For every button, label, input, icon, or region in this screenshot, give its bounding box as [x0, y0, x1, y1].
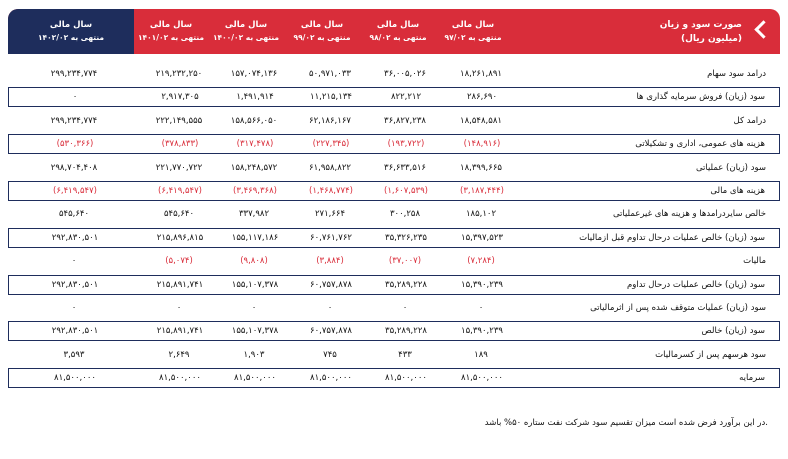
table-row	[8, 181, 780, 201]
table-row	[8, 64, 780, 84]
table-row	[8, 321, 780, 341]
cell-value: (۹,۸۰۸)	[240, 256, 268, 267]
cell-value: ۱۵,۳۹۰,۲۳۹	[461, 279, 503, 290]
cell-value: ۳۰۰,۲۵۸	[389, 209, 421, 220]
cell-value: ۰	[71, 256, 77, 267]
column-header-1400	[208, 9, 284, 54]
column-period-label: منتهی به ۱۴۰۱/۰۲	[137, 33, 205, 42]
column-period-label: منتهی به ۹۹/۰۲	[293, 33, 351, 42]
cell-value: (۳,۴۶۹,۳۶۸)	[233, 186, 277, 196]
cell-value: ۸۱,۵۰۰,۰۰۰	[159, 373, 201, 384]
cell-value: ۶۰,۷۵۷,۸۷۸	[310, 279, 352, 290]
income-statement-table	[8, 9, 780, 54]
cell-value: (۳۷,۰۰۷)	[388, 256, 422, 267]
cell-value: ۱۵۷,۰۷۴,۱۳۶	[230, 69, 278, 79]
cell-value: ۶۰,۷۶۱,۷۶۲	[310, 232, 352, 243]
row-label: سود (زیان) عملیات متوقف شده پس از اثرمالیاتی	[590, 303, 766, 313]
table-header	[8, 9, 780, 54]
cell-value: ۱۸,۲۶۱,۸۹۱	[460, 69, 502, 79]
cell-value: ۱,۹۰۳	[243, 349, 265, 360]
cell-value: ۱۸۹	[474, 349, 488, 360]
table-row	[8, 345, 780, 365]
cell-value: ۱۸,۵۴۸,۵۸۱	[460, 115, 502, 126]
table-row	[8, 158, 780, 178]
cell-value: (۳۱۷,۴۷۸)	[236, 139, 274, 150]
cell-value: ۱۵۸,۲۴۸,۵۷۲	[230, 162, 278, 173]
cell-value: ۲۹۸,۷۰۴,۴۰۸	[50, 162, 98, 173]
column-period-label: منتهی به ۹۸/۰۲	[369, 33, 427, 42]
cell-value: ۲۱۹,۲۳۲,۲۵۰	[155, 69, 203, 79]
statement-title	[660, 9, 742, 54]
column-header-1397	[436, 9, 510, 54]
cell-value: ۲۹۲,۸۳۰,۵۰۱	[51, 279, 99, 290]
row-label: مالیات	[743, 256, 766, 267]
table-row	[8, 275, 780, 295]
row-label: سود (زیان) فروش سرمایه گذاری ها	[636, 92, 765, 103]
column-year-label: سال مالی	[149, 20, 193, 30]
cell-value: (۳,۸۸۴)	[316, 256, 344, 267]
cell-value: ۳۶,۰۰۵,۰۲۶	[384, 69, 426, 79]
cell-value: (۵۳۰,۳۶۶)	[56, 139, 94, 150]
cell-value: ۰	[251, 303, 257, 313]
chevron-right-icon	[754, 20, 772, 38]
cell-value: ۲۹۹,۲۳۴,۷۷۴	[50, 69, 98, 79]
cell-value: ۶۱,۹۵۸,۸۲۲	[309, 162, 351, 173]
cell-value: ۱۵۸,۵۶۶,۰۵۰	[230, 115, 278, 126]
cell-value: ۲۲۲,۱۴۹,۵۵۵	[155, 115, 203, 126]
table-row	[8, 87, 780, 107]
table-row	[8, 368, 780, 388]
column-year-label: سال مالی	[376, 20, 420, 30]
cell-value: ۸۱,۵۰۰,۰۰۰	[54, 373, 96, 384]
cell-value: ۲۲۱,۷۷۰,۷۲۲	[155, 162, 203, 173]
row-label: سود (زیان) عملیاتی	[695, 162, 766, 173]
cell-value: ۴۳۳	[398, 349, 412, 360]
cell-value: ۲,۶۴۹	[168, 349, 190, 360]
cell-value: ۰	[71, 303, 77, 313]
cell-value: ۵۴۵,۶۴۰	[163, 209, 195, 220]
column-header-1402	[8, 9, 134, 54]
cell-value: ۷۴۵	[323, 349, 337, 360]
cell-value: ۲۱۵,۸۹۶,۸۱۵	[156, 232, 204, 243]
cell-value: (۲۲۷,۳۴۵)	[312, 139, 350, 150]
statement-title-main: صورت سود و زیان	[659, 19, 742, 30]
cell-value: (۵,۰۷۴)	[165, 256, 193, 267]
row-label: سود هرسهم پس از کسرمالیات	[655, 349, 766, 360]
cell-value: ۰	[478, 303, 484, 313]
cell-value: ۱۸۵,۱۰۲	[465, 209, 497, 220]
cell-value: (۱۹۳,۷۲۲)	[387, 139, 425, 150]
cell-value: (۳۷۸,۸۳۳)	[161, 139, 199, 150]
cell-value: (۷,۲۸۴)	[467, 256, 495, 267]
cell-value: ۱۱,۲۱۵,۱۳۴	[310, 92, 352, 103]
cell-value: ۲۷۱,۶۶۴	[314, 209, 346, 220]
cell-value: ۳۵,۲۸۹,۲۲۸	[385, 279, 427, 290]
row-label: درامد کل	[733, 115, 766, 126]
cell-value: ۰	[402, 303, 408, 313]
column-year-label: سال مالی	[49, 20, 93, 30]
row-label: سود (زیان) خالص عملیات درحال تداوم قبل ازمالیات	[579, 232, 765, 243]
cell-value: ۵۰,۹۷۱,۰۳۳	[309, 69, 351, 79]
row-label: سرمایه	[739, 373, 765, 384]
column-period-label: منتهی به ۹۷/۰۲	[444, 33, 502, 42]
cell-value: ۳۵,۲۸۹,۲۲۸	[385, 326, 427, 337]
cell-value: ۳۶,۸۲۷,۲۳۸	[384, 115, 426, 126]
cell-value: ۸۱,۵۰۰,۰۰۰	[234, 373, 276, 384]
table-row	[8, 204, 780, 224]
row-label: هزینه های عمومی، اداری و تشکیلاتی	[635, 139, 765, 150]
cell-value: ۵۴۵,۶۴۰	[58, 209, 90, 220]
cell-value: ۲,۹۱۷,۳۰۵	[161, 92, 199, 103]
cell-value: ۲۹۲,۸۳۰,۵۰۱	[51, 326, 99, 337]
column-header-1398	[360, 9, 436, 54]
statement-title-unit: (میلیون ریال)	[680, 33, 742, 44]
cell-value: ۸۱,۵۰۰,۰۰۰	[461, 373, 503, 384]
cell-value: ۲۱۵,۸۹۱,۷۴۱	[156, 279, 204, 290]
column-year-label: سال مالی	[451, 20, 495, 30]
cell-value: ۳,۵۹۳	[63, 349, 85, 360]
cell-value: (۶,۴۱۹,۵۴۷)	[53, 186, 97, 196]
cell-value: ۱۵۵,۱۰۷,۳۷۸	[231, 279, 279, 290]
cell-value: ۰	[327, 303, 333, 313]
cell-value: (۱۴۸,۹۱۶)	[463, 139, 501, 150]
row-label: سود (زیان) خالص	[701, 326, 765, 337]
cell-value: ۶۲,۱۸۶,۱۶۷	[309, 115, 351, 126]
table-row	[8, 134, 780, 154]
table-row	[8, 111, 780, 131]
cell-value: ۳۵,۳۲۶,۲۳۵	[385, 232, 427, 243]
cell-value: ۲۹۹,۲۳۴,۷۷۴	[50, 115, 98, 126]
cell-value: ۰	[176, 303, 182, 313]
cell-value: ۸۱,۵۰۰,۰۰۰	[385, 373, 427, 384]
cell-value: ۲۸۶,۶۹۰	[466, 92, 498, 103]
cell-value: ۳۳۷,۹۸۲	[238, 209, 270, 220]
cell-value: ۱۵,۳۹۷,۵۲۳	[461, 232, 503, 243]
cell-value: ۱۸,۳۹۹,۶۶۵	[460, 162, 502, 173]
column-period-label: منتهی به ۱۴۰۰/۰۲	[212, 33, 280, 42]
row-label: هزینه های مالی	[710, 186, 765, 196]
cell-value: ۲۱۵,۸۹۱,۷۴۱	[156, 326, 204, 337]
column-header-1399	[284, 9, 360, 54]
cell-value: (۱,۶۰۷,۵۳۹)	[384, 186, 428, 196]
cell-value: ۳۶,۶۳۳,۵۱۶	[384, 162, 426, 173]
cell-value: ۱۵۵,۱۱۷,۱۸۶	[231, 232, 279, 243]
column-period-label: منتهی به ۱۴۰۲/۰۲	[37, 33, 105, 42]
column-year-label: سال مالی	[300, 20, 344, 30]
row-label: سود (زیان) خالص عملیات درحال تداوم	[626, 279, 765, 290]
table-row	[8, 228, 780, 248]
column-header-1401	[134, 9, 208, 54]
cell-value: (۱,۴۶۸,۷۷۴)	[309, 186, 353, 196]
cell-value: ۲۹۲,۸۳۰,۵۰۱	[51, 232, 99, 243]
row-label: خالص سایردرامدها و هزینه های غیرعملیاتی	[612, 209, 766, 220]
cell-value: ۸۲۲,۲۱۲	[390, 92, 422, 103]
cell-value: ۶۰,۷۵۷,۸۷۸	[310, 326, 352, 337]
row-label: درامد سود سهام	[707, 69, 766, 79]
table-row	[8, 298, 780, 318]
cell-value: ۱,۴۹۱,۹۱۴	[236, 92, 274, 103]
cell-value: ۱۵۵,۱۰۷,۳۷۸	[231, 326, 279, 337]
footnote: در این برآورد فرض شده است میزان تقسیم سود شرکت نفت ستاره ۵۰% باشد.	[484, 418, 768, 428]
cell-value: ۸۱,۵۰۰,۰۰۰	[310, 373, 352, 384]
table-row	[8, 251, 780, 271]
column-year-label: سال مالی	[224, 20, 268, 30]
cell-value: ۰	[72, 92, 78, 103]
cell-value: (۳,۱۸۷,۴۴۴)	[460, 186, 504, 196]
cell-value: ۱۵,۳۹۰,۲۳۹	[461, 326, 503, 337]
cell-value: (۶,۴۱۹,۵۴۷)	[158, 186, 202, 196]
